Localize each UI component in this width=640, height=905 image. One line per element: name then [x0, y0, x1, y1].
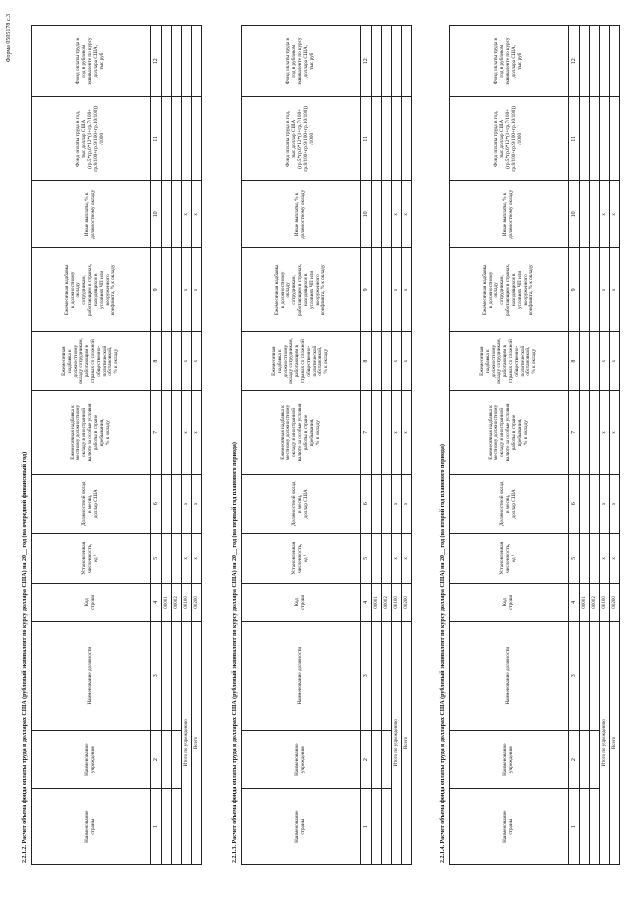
data-cell [372, 391, 382, 475]
total-all-code: 00200 [192, 583, 202, 621]
total-value [402, 26, 412, 97]
row-code: 00002 [590, 583, 600, 621]
data-cell [382, 533, 392, 583]
header-cell-8: Ежемесячная надбавка к должностному окладу сотрудникам, работающим в странах со сложной общественно- политической обстановкой, % к окладу [32, 332, 151, 391]
column-number-9: 9 [361, 248, 372, 332]
x-mark: x [392, 391, 402, 475]
column-number-7: 7 [151, 391, 162, 475]
x-mark: x [192, 332, 202, 391]
data-cell [172, 332, 182, 391]
table-row [580, 26, 590, 865]
data-cell [590, 332, 600, 391]
total-value [610, 26, 620, 97]
row-code: 00002 [382, 583, 392, 621]
table-row [382, 26, 392, 865]
header-cell-10: Иные выплаты, % к должностному окладу [450, 181, 569, 248]
data-cell [382, 730, 392, 789]
x-mark: x [182, 248, 192, 332]
form-label: Форма 0505178 с.3 [6, 14, 12, 63]
data-cell [580, 789, 590, 865]
data-cell [382, 248, 392, 332]
data-cell [590, 248, 600, 332]
x-mark: x [192, 181, 202, 248]
column-number-1: 1 [569, 789, 580, 865]
x-mark: x [610, 181, 620, 248]
data-cell [162, 181, 172, 248]
total-institution-code: 00100 [392, 583, 402, 621]
column-number-12: 12 [151, 26, 162, 97]
column-number-4: 4 [361, 583, 372, 621]
x-mark: x [182, 474, 192, 533]
x-mark: x [182, 533, 192, 583]
column-number-7: 7 [361, 391, 372, 475]
column-number-1: 1 [151, 789, 162, 865]
data-cell [382, 26, 392, 97]
total-all-code: 00200 [402, 583, 412, 621]
data-cell [372, 248, 382, 332]
column-number-5: 5 [151, 533, 162, 583]
payroll-table [31, 25, 202, 865]
column-number-4: 4 [569, 583, 580, 621]
data-cell [162, 26, 172, 97]
total-value [182, 26, 192, 97]
header-cell-7: Ежемесячная надбавка к местному должностному окладу в иностранной валюте за особые условия работы в стране пребывания, % к окладу [242, 391, 361, 475]
total-all-row [402, 26, 412, 865]
data-cell [580, 248, 590, 332]
total-all-label: Всего [402, 621, 412, 864]
header-cell-5: Установленная численность, ед ¹ [450, 533, 569, 583]
x-mark: x [600, 332, 610, 391]
data-cell [162, 533, 172, 583]
data-cell [372, 621, 382, 730]
column-number-8: 8 [151, 332, 162, 391]
data-cell [372, 26, 382, 97]
total-value [392, 97, 402, 181]
x-mark: x [402, 181, 412, 248]
column-number-2: 2 [569, 730, 580, 789]
x-mark: x [600, 181, 610, 248]
column-number-8: 8 [569, 332, 580, 391]
total-value [402, 97, 412, 181]
column-number-10: 10 [361, 181, 372, 248]
total-institution-row [600, 26, 610, 865]
header-cell-6: Должностной оклад в месяц, доллар США [242, 474, 361, 533]
column-number-6: 6 [361, 474, 372, 533]
data-cell [580, 621, 590, 730]
payroll-table [449, 25, 620, 865]
data-cell [172, 26, 182, 97]
data-cell [580, 332, 590, 391]
section-2 [232, 25, 412, 865]
header-cell-9: Ежемесячная надбавка к должностному окладу сотрудникам, работающим в странах, находящихся в условиях ЧП или вооруженного конфликта, % к окладу [450, 248, 569, 332]
header-cell-8: Ежемесячная надбавка к должностному окладу сотрудникам, работающим в странах со сложной общественно- политической обстановкой, % к окладу [450, 332, 569, 391]
header-cell-4: Код строки [242, 583, 361, 621]
x-mark: x [600, 248, 610, 332]
data-cell [580, 181, 590, 248]
data-cell [372, 474, 382, 533]
data-cell [590, 789, 600, 865]
data-cell [172, 789, 182, 865]
table-row [590, 26, 600, 865]
total-institution-code: 00100 [600, 583, 610, 621]
total-all-row [192, 26, 202, 865]
column-number-5: 5 [361, 533, 372, 583]
data-cell [580, 533, 590, 583]
data-cell [382, 391, 392, 475]
data-cell [372, 97, 382, 181]
data-cell [162, 332, 172, 391]
x-mark: x [610, 474, 620, 533]
column-number-6: 6 [151, 474, 162, 533]
data-cell [382, 621, 392, 730]
total-all-label: Всего [610, 621, 620, 864]
total-value [600, 26, 610, 97]
total-value [610, 97, 620, 181]
data-cell [162, 621, 172, 730]
data-cell [172, 730, 182, 789]
x-mark: x [392, 474, 402, 533]
data-cell [382, 332, 392, 391]
data-cell [590, 26, 600, 97]
data-cell [172, 97, 182, 181]
total-all-code: 00200 [610, 583, 620, 621]
header-cell-2: Наименование учреждения [32, 730, 151, 789]
data-cell [590, 533, 600, 583]
column-number-2: 2 [151, 730, 162, 789]
data-cell [580, 391, 590, 475]
x-mark: x [182, 332, 192, 391]
header-cell-1: Наименование страны [32, 789, 151, 865]
header-cell-10: Иные выплаты, % к должностному окладу [32, 181, 151, 248]
data-cell [172, 391, 182, 475]
x-mark: x [600, 533, 610, 583]
column-number-11: 11 [361, 97, 372, 181]
data-cell [590, 474, 600, 533]
data-cell [172, 181, 182, 248]
header-cell-11: Фонд оплаты труда в год, тыс доллар США (гр.5*гр.6*12*(1+гр.7/100+ гр.8/100+гр.9/100+гр.10/100)) /1000 [450, 97, 569, 181]
column-number-9: 9 [569, 248, 580, 332]
total-value [392, 26, 402, 97]
data-cell [580, 730, 590, 789]
x-mark: x [192, 533, 202, 583]
column-number-3: 3 [569, 621, 580, 730]
data-cell [580, 97, 590, 181]
column-number-4: 4 [151, 583, 162, 621]
x-mark: x [402, 248, 412, 332]
data-cell [590, 621, 600, 730]
data-cell [172, 474, 182, 533]
header-cell-12: Фонд оплаты труда в год в рублевом эквиваленте по курсу доллара США, тыс руб [450, 26, 569, 97]
header-cell-6: Должностной оклад в месяц, доллар США [450, 474, 569, 533]
data-cell [372, 730, 382, 789]
section-1 [22, 25, 202, 865]
data-cell [382, 474, 392, 533]
total-institution-row [392, 26, 402, 865]
column-number-11: 11 [569, 97, 580, 181]
x-mark: x [392, 533, 402, 583]
header-cell-2: Наименование учреждения [450, 730, 569, 789]
x-mark: x [192, 474, 202, 533]
header-cell-3: Наименование должности [450, 621, 569, 730]
data-cell [162, 248, 172, 332]
x-mark: x [610, 391, 620, 475]
header-cell-7: Ежемесячная надбавка к местному должностному окладу в иностранной валюте за особые условия работы в стране пребывания, % к окладу [32, 391, 151, 475]
column-number-3: 3 [151, 621, 162, 730]
header-cell-1: Наименование страны [450, 789, 569, 865]
header-cell-9: Ежемесячная надбавка к должностному окладу сотрудникам, работающим в странах, находящихся в условиях ЧП или вооруженного конфликта, % к окладу [32, 248, 151, 332]
column-number-5: 5 [569, 533, 580, 583]
x-mark: x [182, 181, 192, 248]
section-caption: 2.2.1.3. Расчет объема фонда оплаты труда в долларах США (рублевый эквивалент по курсу доллара США) на 20__ год (на первый год планового периода) [232, 442, 238, 863]
total-all-row [610, 26, 620, 865]
x-mark: x [402, 533, 412, 583]
total-value [192, 26, 202, 97]
column-number-2: 2 [361, 730, 372, 789]
total-institution-code: 00100 [182, 583, 192, 621]
header-cell-10: Иные выплаты, % к должностному окладу [242, 181, 361, 248]
total-value [182, 97, 192, 181]
header-cell-6: Должностной оклад в месяц, доллар США [32, 474, 151, 533]
x-mark: x [392, 181, 402, 248]
data-cell [162, 730, 172, 789]
header-cell-11: Фонд оплаты труда в год, тыс доллар США (гр.5*гр.6*12*(1+гр.7/100+ гр.8/100+гр.9/100+гр.10/100)) /1000 [242, 97, 361, 181]
column-number-12: 12 [569, 26, 580, 97]
x-mark: x [192, 391, 202, 475]
data-cell [162, 789, 172, 865]
header-cell-5: Установленная численность, ед ¹ [32, 533, 151, 583]
section-3 [440, 25, 620, 865]
header-cell-7: Ежемесячная надбавка к местному должностному окладу в иностранной валюте за особые условия работы в стране пребывания, % к окладу [450, 391, 569, 475]
x-mark: x [392, 248, 402, 332]
total-institution-row [182, 26, 192, 865]
row-code: 00001 [372, 583, 382, 621]
header-cell-3: Наименование должности [242, 621, 361, 730]
data-cell [590, 181, 600, 248]
x-mark: x [610, 533, 620, 583]
column-number-3: 3 [361, 621, 372, 730]
total-value [600, 97, 610, 181]
x-mark: x [610, 332, 620, 391]
data-cell [382, 97, 392, 181]
data-cell [372, 181, 382, 248]
section-caption: 2.2.1.2. Расчет объема фонда оплаты труда в долларах США (рублевый эквивалент по курсу доллара США) на 20__ год (на очередной финансовый год) [22, 451, 28, 863]
column-number-10: 10 [569, 181, 580, 248]
x-mark: x [402, 332, 412, 391]
x-mark: x [392, 332, 402, 391]
table-row [172, 26, 182, 865]
x-mark: x [182, 391, 192, 475]
data-cell [382, 181, 392, 248]
column-number-11: 11 [151, 97, 162, 181]
header-cell-9: Ежемесячная надбавка к должностному окладу сотрудникам, работающим в странах, находящихся в условиях ЧП или вооруженного конфликта, % к окладу [242, 248, 361, 332]
data-cell [580, 474, 590, 533]
header-cell-1: Наименование страны [242, 789, 361, 865]
x-mark: x [600, 474, 610, 533]
header-cell-4: Код строки [32, 583, 151, 621]
total-value [192, 97, 202, 181]
data-cell [172, 621, 182, 730]
column-number-10: 10 [151, 181, 162, 248]
header-cell-5: Установленная численность, ед ¹ [242, 533, 361, 583]
data-cell [590, 97, 600, 181]
data-cell [162, 391, 172, 475]
data-cell [372, 533, 382, 583]
header-cell-4: Код строки [450, 583, 569, 621]
column-number-7: 7 [569, 391, 580, 475]
data-cell [172, 533, 182, 583]
row-code: 00001 [580, 583, 590, 621]
row-code: 00002 [172, 583, 182, 621]
data-cell [580, 26, 590, 97]
column-number-1: 1 [361, 789, 372, 865]
column-number-6: 6 [569, 474, 580, 533]
data-cell [372, 789, 382, 865]
column-number-8: 8 [361, 332, 372, 391]
total-institution-label: Итого по учреждению [392, 621, 402, 864]
x-mark: x [600, 391, 610, 475]
header-cell-8: Ежемесячная надбавка к должностному окладу сотрудникам, работающим в странах со сложной общественно- политической обстановкой, % к окладу [242, 332, 361, 391]
x-mark: x [402, 391, 412, 475]
data-cell [372, 332, 382, 391]
payroll-table [241, 25, 412, 865]
column-number-9: 9 [151, 248, 162, 332]
table-row [162, 26, 172, 865]
data-cell [162, 474, 172, 533]
x-mark: x [192, 248, 202, 332]
total-institution-label: Итого по учреждению [182, 621, 192, 864]
section-caption: 2.2.1.4. Расчет объема фонда оплаты труда в долларах США (рублевый эквивалент по курсу доллара США) на 20__ год (на второй год планового периода) [440, 444, 446, 863]
row-code: 00001 [162, 583, 172, 621]
header-cell-12: Фонд оплаты труда в год в рублевом эквиваленте по курсу доллара США, тыс руб [242, 26, 361, 97]
header-cell-11: Фонд оплаты труда в год, тыс доллар США (гр.5*гр.6*12*(1+гр.7/100+ гр.8/100+гр.9/100+гр.10/100)) /1000 [32, 97, 151, 181]
header-cell-12: Фонд оплаты труда в год в рублевом эквиваленте по курсу доллара США, тыс руб [32, 26, 151, 97]
data-cell [590, 391, 600, 475]
total-all-label: Всего [192, 621, 202, 864]
data-cell [382, 789, 392, 865]
data-cell [172, 248, 182, 332]
header-cell-3: Наименование должности [32, 621, 151, 730]
data-cell [162, 97, 172, 181]
x-mark: x [610, 248, 620, 332]
data-cell [590, 730, 600, 789]
x-mark: x [402, 474, 412, 533]
column-number-12: 12 [361, 26, 372, 97]
header-cell-2: Наименование учреждения [242, 730, 361, 789]
total-institution-label: Итого по учреждению [600, 621, 610, 864]
table-row [372, 26, 382, 865]
